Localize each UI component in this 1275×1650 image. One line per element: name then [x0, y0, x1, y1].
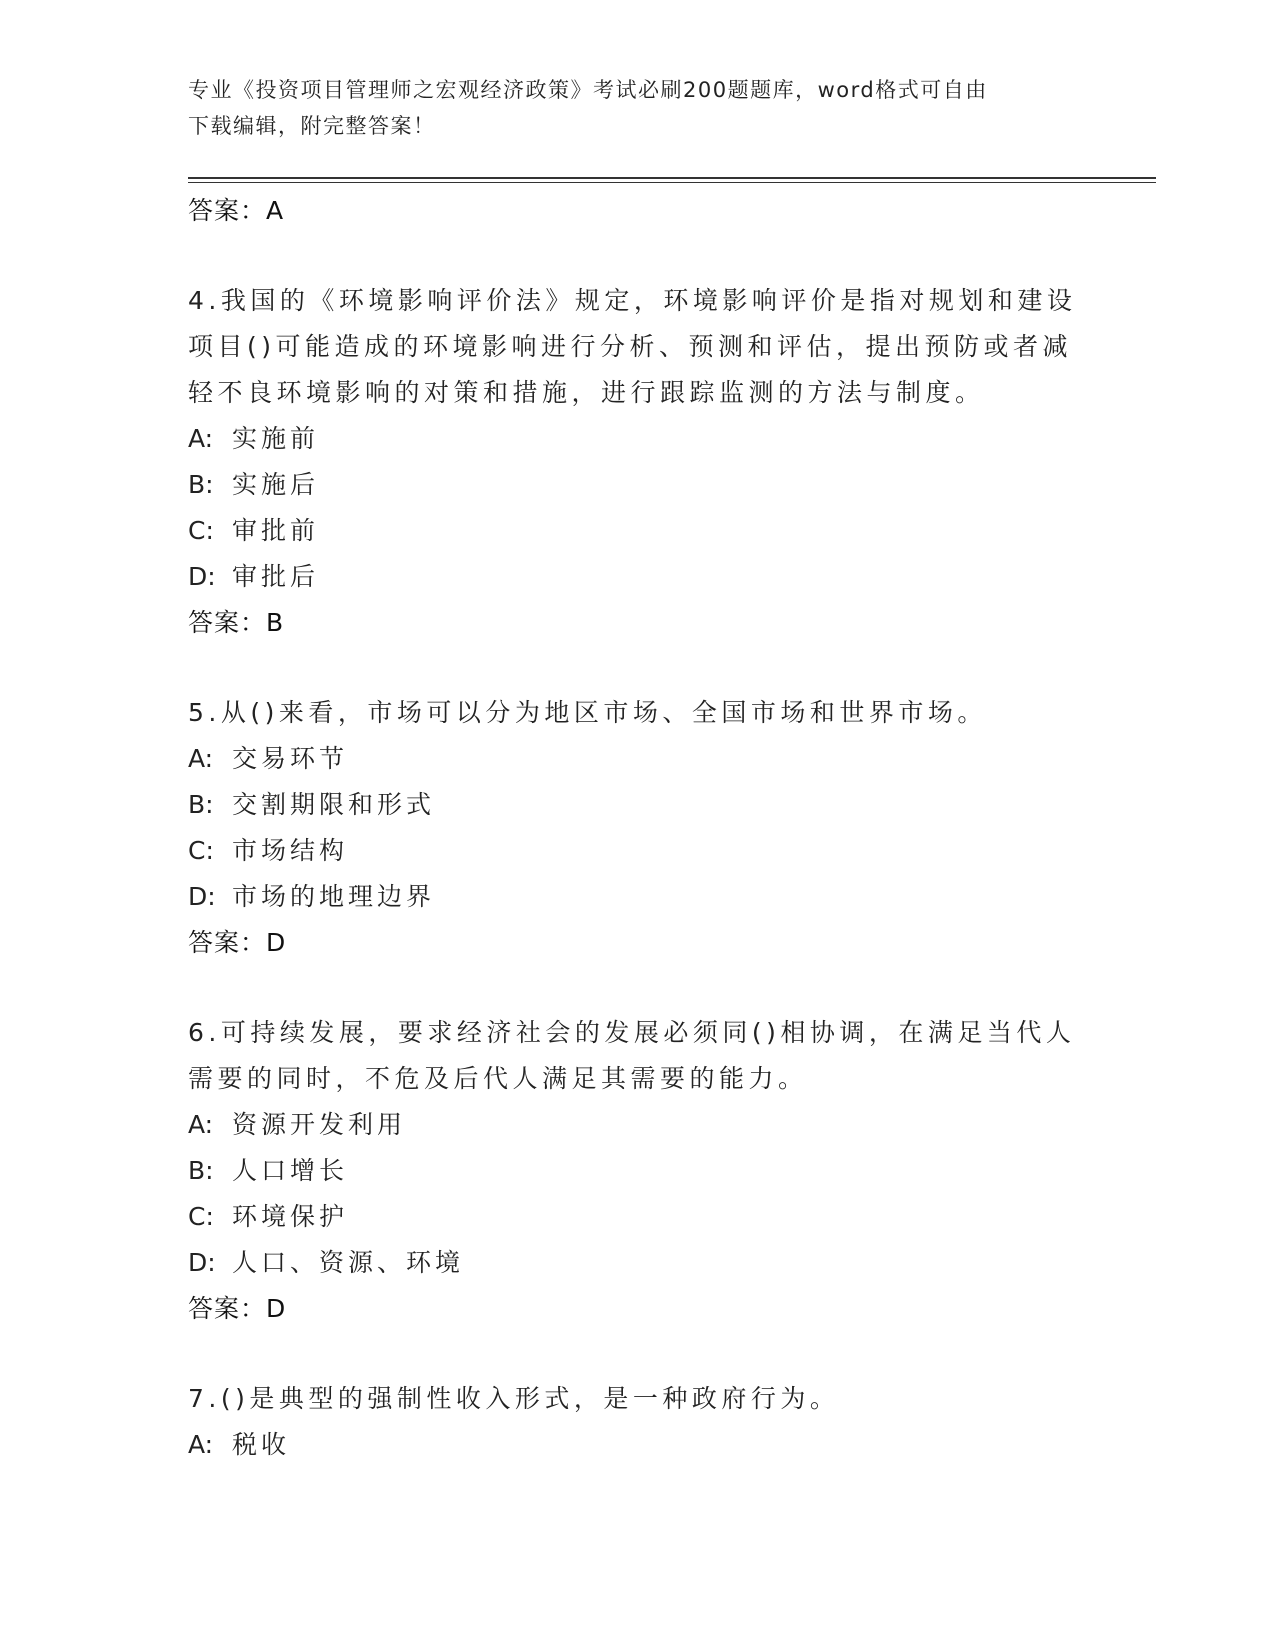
- option-a: [188, 1422, 1088, 1468]
- option-label: A:: [188, 1430, 214, 1459]
- previous-answer: 答案：A: [188, 196, 285, 225]
- question-text: 5.从()来看，市场可以分为地区市场、全国市场和世界市场。: [188, 698, 987, 727]
- option-b: [188, 462, 1088, 508]
- option-c: [188, 508, 1088, 554]
- option-text: 人口增长: [232, 1156, 349, 1185]
- question-text: 6.可持续发展，要求经济社会的发展必须同()相协调，在满足当代人需要的同时，不危及后代人满足其需要的能力。: [188, 1018, 1076, 1093]
- option-text: 环境保护: [232, 1202, 349, 1231]
- answer-line: 答案：D: [188, 928, 287, 957]
- option-d: [188, 1240, 1088, 1286]
- option-text: 市场的地理边界: [232, 882, 436, 911]
- option-label: A:: [188, 424, 214, 453]
- option-label: C:: [188, 1202, 214, 1231]
- option-label: B:: [188, 470, 214, 499]
- option-text: 交割期限和形式: [232, 790, 436, 819]
- option-label: B:: [188, 1156, 214, 1185]
- header-divider-thin: [188, 182, 1156, 183]
- option-label: A:: [188, 744, 214, 773]
- option-text: 交易环节: [232, 744, 349, 773]
- option-text: 实施前: [232, 424, 320, 453]
- option-label: C:: [188, 836, 214, 865]
- option-b: [188, 782, 1088, 828]
- option-a: [188, 736, 1088, 782]
- option-text: 人口、资源、环境: [232, 1248, 465, 1277]
- option-d: [188, 874, 1088, 920]
- header-line-2: 下载编辑，附完整答案！: [188, 114, 436, 138]
- option-label: B:: [188, 790, 214, 819]
- question-text: 4.我国的《环境影响评价法》规定，环境影响评价是指对规划和建设项目()可能造成的环境影响进行分析、预测和评估，提出预防或者减轻不良环境影响的对策和措施，进行跟踪监测的方法与制度。: [188, 286, 1077, 407]
- option-text: 税收: [232, 1430, 291, 1459]
- option-label: C:: [188, 516, 214, 545]
- option-text: 市场结构: [232, 836, 349, 865]
- option-label: D:: [188, 1248, 216, 1277]
- option-a: [188, 1102, 1088, 1148]
- option-c: [188, 1194, 1088, 1240]
- option-text: 审批后: [232, 562, 320, 591]
- option-text: 实施后: [232, 470, 320, 499]
- question-7: [188, 1376, 1088, 1468]
- question-5: [188, 690, 1088, 966]
- option-label: A:: [188, 1110, 214, 1139]
- option-a: [188, 416, 1088, 462]
- option-b: [188, 1148, 1088, 1194]
- question-list: [188, 188, 1088, 1468]
- header-divider-thick: [188, 177, 1156, 179]
- header-line-1: 专业《投资项目管理师之宏观经济政策》考试必刷200题题库，word格式可自由: [188, 78, 988, 102]
- question-text: 7.()是典型的强制性收入形式，是一种政府行为。: [188, 1384, 840, 1413]
- answer-line: 答案：D: [188, 1294, 287, 1323]
- answer-line: 答案：B: [188, 608, 285, 637]
- option-text: 审批前: [232, 516, 320, 545]
- option-text: 资源开发利用: [232, 1110, 407, 1139]
- option-label: D:: [188, 882, 216, 911]
- question-6: [188, 1010, 1088, 1332]
- question-4: [188, 278, 1088, 646]
- option-label: D:: [188, 562, 216, 591]
- option-d: [188, 554, 1088, 600]
- option-c: [188, 828, 1088, 874]
- document-header: [188, 72, 1088, 144]
